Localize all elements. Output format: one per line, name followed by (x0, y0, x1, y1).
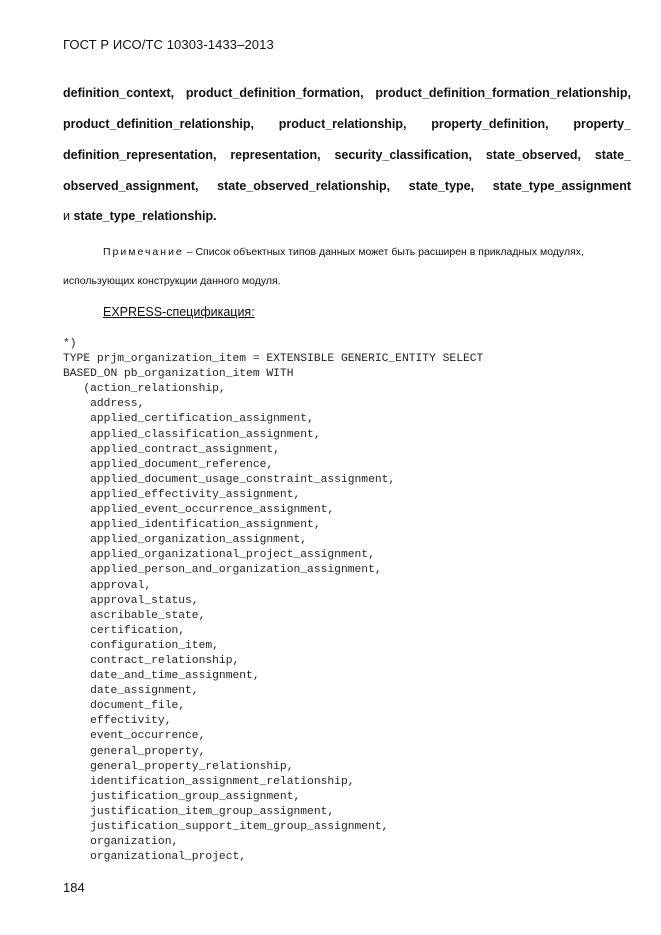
code-line: event_occurrence, (63, 730, 206, 743)
code-line: (action_relationship, (63, 383, 226, 396)
code-line: applied_identification_assignment, (63, 519, 321, 532)
code-line: applied_document_reference, (63, 458, 274, 471)
code-line: date_and_time_assignment, (63, 670, 260, 683)
code-line: approval, (63, 579, 152, 592)
note-line-2: использующих конструкции данного модуля. (63, 275, 281, 287)
code-line: general_property, (63, 745, 206, 758)
paragraph-line-5-rest: state_type_relationship. (73, 209, 217, 223)
code-line: BASED_ON pb_organization_item WITH (63, 368, 294, 381)
code-line: general_property_relationship, (63, 760, 294, 773)
code-line: certification, (63, 624, 186, 637)
code-line: approval_status, (63, 594, 199, 607)
code-line: date_assignment, (63, 685, 199, 698)
code-line: organization, (63, 836, 179, 849)
express-code-block (63, 337, 483, 865)
paragraph-line-5 (63, 209, 631, 223)
code-line: applied_document_usage_constraint_assignment, (63, 473, 396, 486)
paragraph-line-3: definition_representation, representation, security_classification, state_observed, state_ (63, 148, 631, 162)
code-line: organizational_project, (63, 851, 247, 864)
paragraph-line-4: observed_assignment, state_observed_relationship, state_type, state_type_assignment (63, 179, 631, 193)
paragraph-line-2: product_definition_relationship, product_relationship, property_definition, property_ (63, 117, 631, 131)
code-line: applied_organizational_project_assignment, (63, 549, 375, 562)
code-line: TYPE prjm_organization_item = EXTENSIBLE GENERIC_ENTITY SELECT (63, 353, 484, 366)
code-line: applied_person_and_organization_assignment, (63, 564, 382, 577)
code-line: justification_item_group_assignment, (63, 805, 335, 818)
paragraph-line-1: definition_context, product_definition_formation, product_definition_formation_relationship, (63, 86, 631, 100)
code-line: applied_organization_assignment, (63, 534, 308, 547)
express-specification-heading: EXPRESS-спецификация: (103, 305, 255, 319)
code-line: justification_support_item_group_assignment, (63, 821, 389, 833)
page-number: 184 (63, 880, 85, 895)
code-line: identification_assignment_relationship, (63, 775, 355, 788)
code-line: document_file, (63, 700, 186, 713)
note-text: – Список объектных типов данных может быть расширен в прикладных модулях, (183, 246, 584, 258)
code-line: effectivity, (63, 715, 172, 728)
note-line-1 (103, 246, 584, 258)
conjunction-text: и (63, 209, 70, 223)
code-line: applied_certification_assignment, (63, 413, 314, 426)
code-line: applied_contract_assignment, (63, 443, 280, 456)
code-line: *) (63, 338, 77, 350)
code-line: applied_event_occurrence_assignment, (63, 504, 335, 517)
code-line: applied_effectivity_assignment, (63, 488, 301, 501)
code-line: justification_group_assignment, (63, 790, 301, 803)
code-line: address, (63, 398, 145, 411)
note-label: Примечание (103, 246, 184, 258)
code-line: ascribable_state, (63, 609, 206, 622)
document-header: ГОСТ Р ИСО/ТС 10303-1433–2013 (63, 37, 274, 52)
code-line: applied_classification_assignment, (63, 428, 321, 441)
code-line: contract_relationship, (63, 654, 240, 667)
code-line: configuration_item, (63, 639, 219, 652)
